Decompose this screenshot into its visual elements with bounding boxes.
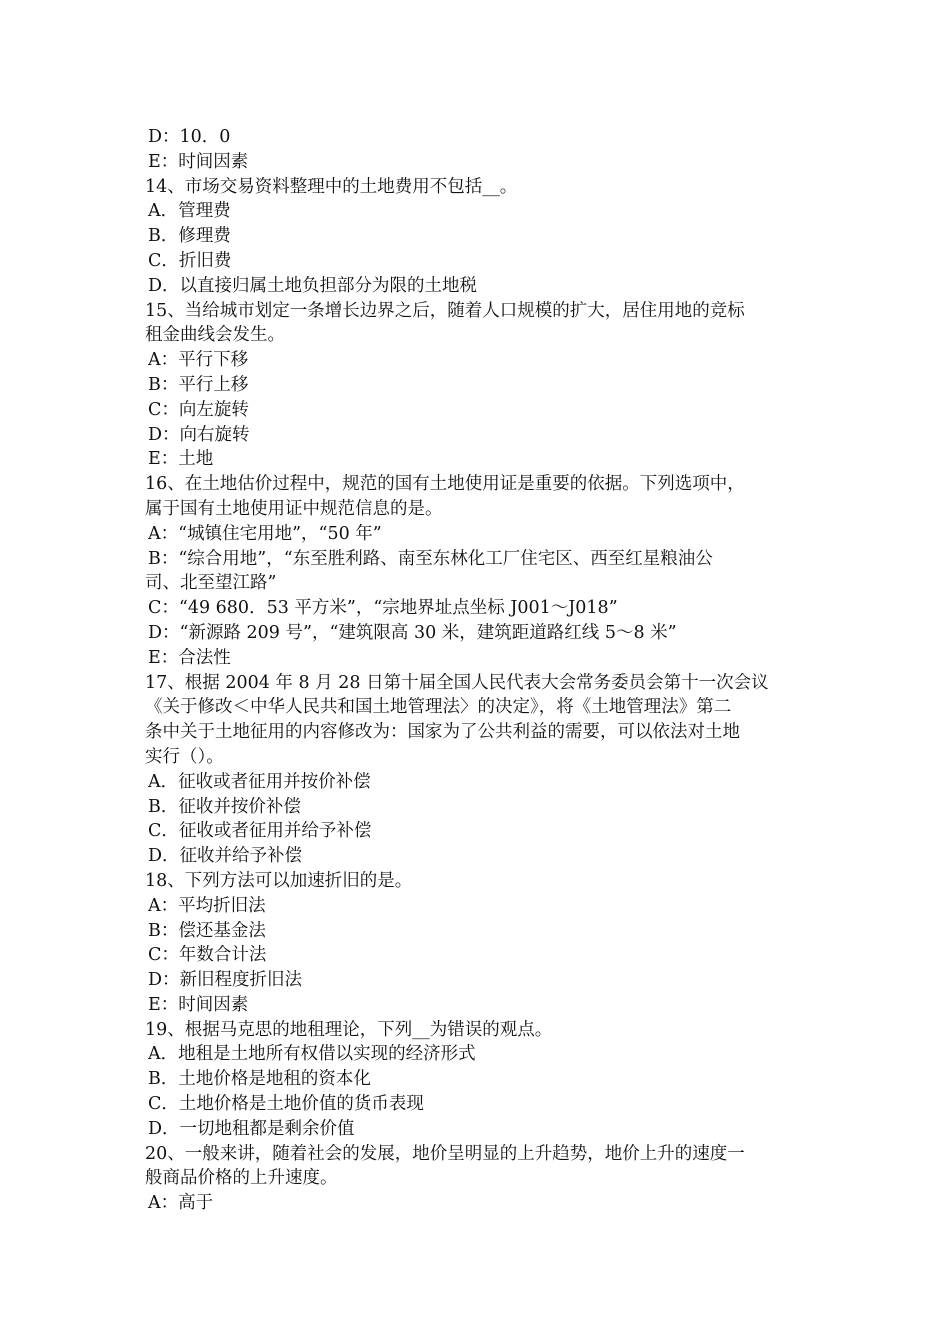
option-line: C：年数合计法 — [148, 945, 267, 966]
question-text — [145, 671, 810, 770]
question-line: 20、一般来讲，随着社会的发展，地价呈明显的上升趋势，地价上升的速度一 — [145, 1143, 745, 1164]
answer-option — [145, 224, 810, 249]
answer-option — [145, 150, 810, 175]
question-line: 15、当给城市划定一条增长边界之后，随着人口规模的扩大，居住用地的竞标 — [145, 300, 745, 321]
answer-option — [145, 1067, 810, 1092]
question-text — [145, 175, 810, 200]
option-line: D．以直接归属土地负担部分为限的土地税 — [148, 275, 478, 296]
option-line: B．征收并按价补偿 — [148, 796, 301, 817]
answer-option — [145, 770, 810, 795]
question-line: 条中关于土地征用的内容修改为：国家为了公共利益的需要，可以依法对土地 — [145, 722, 740, 743]
answer-option — [145, 596, 810, 621]
option-line: C．土地价格是土地价值的货币表现 — [148, 1094, 424, 1115]
option-line: A：平行下移 — [148, 350, 249, 371]
option-line: 司、北至望江路” — [145, 573, 277, 594]
answer-option — [145, 621, 810, 646]
question-line: 租金曲线会发生。 — [145, 325, 285, 346]
option-line: C．折旧费 — [148, 250, 232, 271]
option-line: A：平均折旧法 — [148, 895, 266, 916]
option-line: D：10．0 — [148, 127, 231, 147]
question-line: 实行（）。 — [145, 746, 224, 767]
option-line: B．修理费 — [148, 226, 231, 247]
option-line: D：“新源路 209 号”，“建筑限高 30 米，建筑距道路红线 5～8 米” — [148, 622, 677, 643]
question-text — [145, 1018, 810, 1043]
question-line: 19、根据马克思的地租理论，下列__为错误的观点。 — [145, 1019, 553, 1040]
option-line: A．管理费 — [148, 201, 231, 222]
question-line: 14、市场交易资料整理中的土地费用不包括__。 — [145, 176, 518, 197]
answer-option — [145, 968, 810, 993]
option-line: E：时间因素 — [148, 994, 249, 1015]
option-line: B：平行上移 — [148, 374, 249, 395]
question-text — [145, 869, 810, 894]
option-line: C．征收或者征用并给予补偿 — [148, 821, 372, 842]
option-line: E：合法性 — [148, 647, 231, 668]
option-line: C：“49 680．53 平方米”，“宗地界址点坐标 J001～J018” — [148, 598, 618, 619]
answer-option — [145, 894, 810, 919]
answer-option — [145, 522, 810, 547]
answer-option — [145, 125, 810, 150]
answer-option — [145, 1191, 810, 1216]
answer-option — [145, 423, 810, 448]
answer-option — [145, 274, 810, 299]
option-line: E：土地 — [148, 449, 214, 470]
answer-option — [145, 993, 810, 1018]
answer-option — [145, 373, 810, 398]
option-line: A：高于 — [148, 1193, 214, 1214]
option-line: D．征收并给予补偿 — [148, 846, 303, 867]
question-line: 16、在土地估价过程中，规范的国有土地使用证是重要的依据。下列选项中， — [145, 474, 745, 495]
option-line: D：向右旋转 — [148, 424, 250, 445]
answer-option — [145, 795, 810, 820]
question-line: 18、下列方法可以加速折旧的是。 — [145, 870, 413, 891]
answer-option — [145, 447, 810, 472]
question-text — [145, 299, 810, 349]
answer-option — [145, 646, 810, 671]
answer-option — [145, 919, 810, 944]
answer-option — [145, 348, 810, 373]
question-line: 属于国有土地使用证中规范信息的是。 — [145, 498, 443, 519]
option-line: D．一切地租都是剩余价值 — [148, 1118, 355, 1139]
question-line: 《关于修改＜中华人民共和国土地管理法〉的决定》，将《土地管理法》第二 — [145, 697, 732, 718]
option-line: B．土地价格是地租的资本化 — [148, 1069, 371, 1090]
document-body — [145, 125, 810, 1216]
question-line: 17、根据 2004 年 8 月 28 日第十届全国人民代表大会常务委员会第十一次会议 — [145, 672, 769, 693]
option-line: B：“综合用地”，“东至胜利路、南至东林化工厂住宅区、西至红星粮油公 — [148, 548, 713, 569]
option-line: E：时间因素 — [148, 151, 249, 172]
question-line: 般商品价格的上升速度。 — [145, 1168, 338, 1189]
question-text — [145, 472, 810, 522]
answer-option — [145, 398, 810, 423]
answer-option — [145, 1042, 810, 1067]
answer-option — [145, 1092, 810, 1117]
question-text — [145, 1142, 810, 1192]
answer-option — [145, 199, 810, 224]
option-line: D：新旧程度折旧法 — [148, 970, 303, 991]
answer-option — [145, 249, 810, 274]
answer-option — [145, 547, 810, 597]
option-line: A．地租是土地所有权借以实现的经济形式 — [148, 1044, 476, 1065]
answer-option — [145, 1117, 810, 1142]
option-line: C：向左旋转 — [148, 399, 249, 420]
answer-option — [145, 943, 810, 968]
answer-option — [145, 844, 810, 869]
option-line: A：“城镇住宅用地”，“50 年” — [148, 523, 382, 544]
option-line: B：偿还基金法 — [148, 920, 266, 941]
option-line: A．征收或者征用并按价补偿 — [148, 771, 371, 792]
answer-option — [145, 819, 810, 844]
